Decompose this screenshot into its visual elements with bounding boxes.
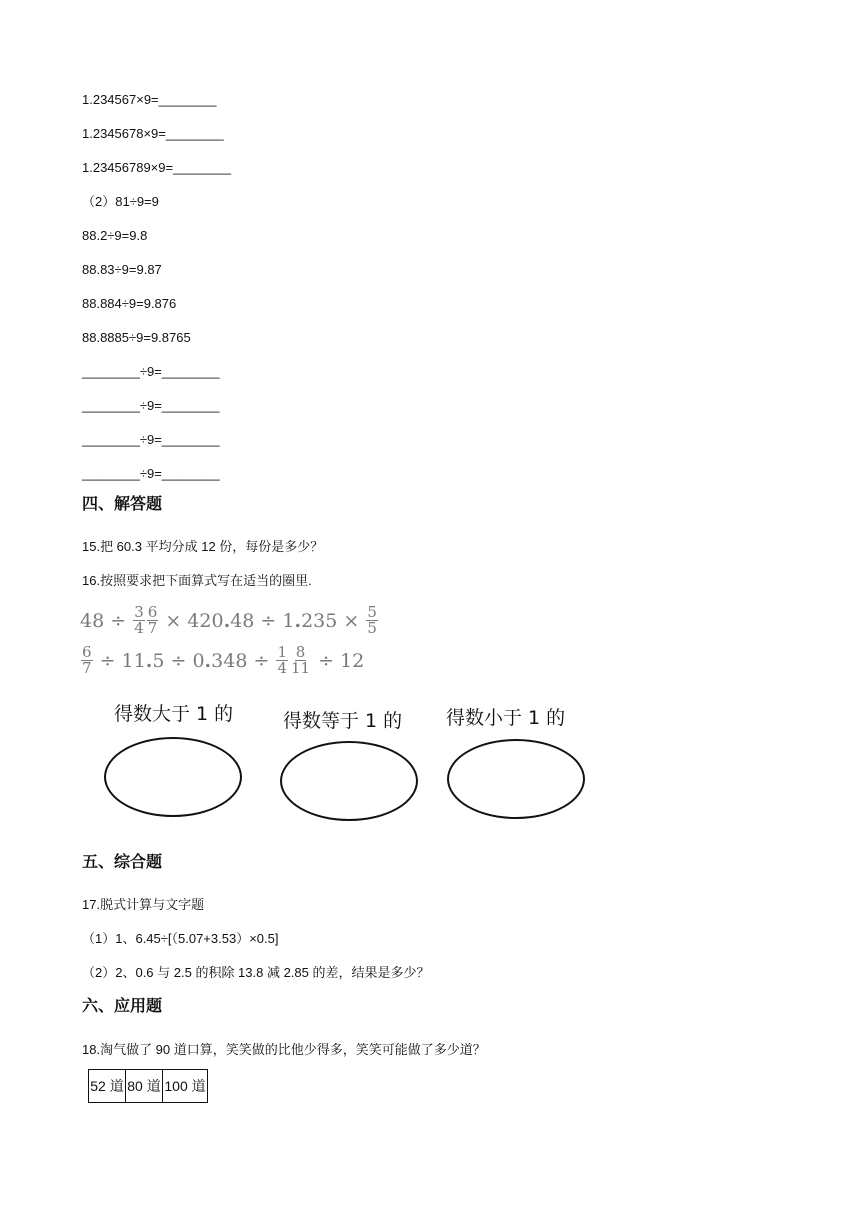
question-16: 16.按照要求把下面算式写在适当的圈里.	[82, 573, 312, 588]
equation-line: 1.2345678×9=________	[82, 126, 224, 141]
question-17-part-2: （2）2、0.6 与 2.5 的积除 13.8 减 2.85 的差，结果是多少？	[82, 965, 430, 980]
formula-text: ÷ 12	[318, 649, 365, 672]
formula-text: 5 ÷ 0	[152, 649, 205, 672]
question-18: 18.淘气做了 90 道口算，笑笑做的比他少得多，笑笑可能做了多少道？	[82, 1042, 486, 1057]
equation-line: 1.234567×9=________	[82, 92, 217, 107]
formula-text: 235 ×	[301, 609, 360, 632]
question-17-part-1: （1）1、6.45÷[（5.07+3.53）×0.5]	[82, 931, 279, 946]
section-heading: 四、解答题	[82, 496, 163, 513]
equation-line: 88.884÷9=9.876	[82, 296, 177, 311]
formula-row-2	[80, 645, 364, 676]
fraction: $\frac{6}{7}$	[82, 643, 92, 677]
question-17: 17.脱式计算与文字题	[82, 897, 205, 912]
formula-text: 48 ÷ 1	[230, 609, 295, 632]
choice-cell[interactable]: 80 道	[126, 1070, 163, 1103]
blank-equation-line[interactable]: ________÷9=________	[82, 364, 220, 379]
choice-cell[interactable]: 100 道	[163, 1070, 208, 1103]
equation-line: 1.23456789×9=________	[82, 160, 231, 175]
equation-line: 88.2÷9=9.8	[82, 228, 148, 243]
section-heading: 五、综合题	[82, 854, 163, 871]
circle-label-greater: 得数大于 1 的	[114, 703, 234, 725]
formula-text: × 42	[165, 609, 212, 632]
equation-line: 88.83÷9=9.87	[82, 262, 162, 277]
answer-circle-greater[interactable]	[104, 737, 242, 817]
decimal-point: .	[145, 649, 153, 672]
circle-label-less: 得数小于 1 的	[446, 707, 566, 729]
formula-text: 48 ÷	[80, 609, 127, 632]
answer-circle-less[interactable]	[447, 739, 585, 819]
blank-equation-line[interactable]: ________÷9=________	[82, 398, 220, 413]
equation-line: （2）81÷9=9	[82, 194, 159, 209]
blank-equation-line[interactable]: ________÷9=________	[82, 432, 220, 447]
formula-row-1	[80, 605, 379, 636]
decimal-point: .	[204, 649, 212, 672]
formula-text: 0	[211, 609, 224, 632]
answer-circle-equal[interactable]	[280, 741, 418, 821]
choices-table	[88, 1069, 208, 1103]
decimal-point: .	[294, 609, 302, 632]
section-heading: 六、应用题	[82, 998, 163, 1015]
formula-text: ÷ 11	[99, 649, 146, 672]
fraction: $\frac{1}{4}$	[277, 643, 287, 677]
fraction: $\frac{5}{5}$	[367, 603, 377, 637]
decimal-point: .	[223, 609, 231, 632]
fraction: $\frac{3}{4}$	[134, 603, 144, 637]
formula-text: 348 ÷	[211, 649, 270, 672]
blank-equation-line[interactable]: ________÷9=________	[82, 466, 220, 481]
circle-label-equal: 得数等于 1 的	[283, 710, 403, 732]
question-15: 15.把 60.3 平均分成 12 份，每份是多少？	[82, 539, 324, 554]
fraction: $\frac{8}{11}$	[291, 643, 311, 677]
fraction: $\frac{6}{7}$	[147, 603, 158, 637]
equation-line: 88.8885÷9=9.8765	[82, 330, 191, 345]
choice-cell[interactable]: 52 道	[89, 1070, 126, 1103]
